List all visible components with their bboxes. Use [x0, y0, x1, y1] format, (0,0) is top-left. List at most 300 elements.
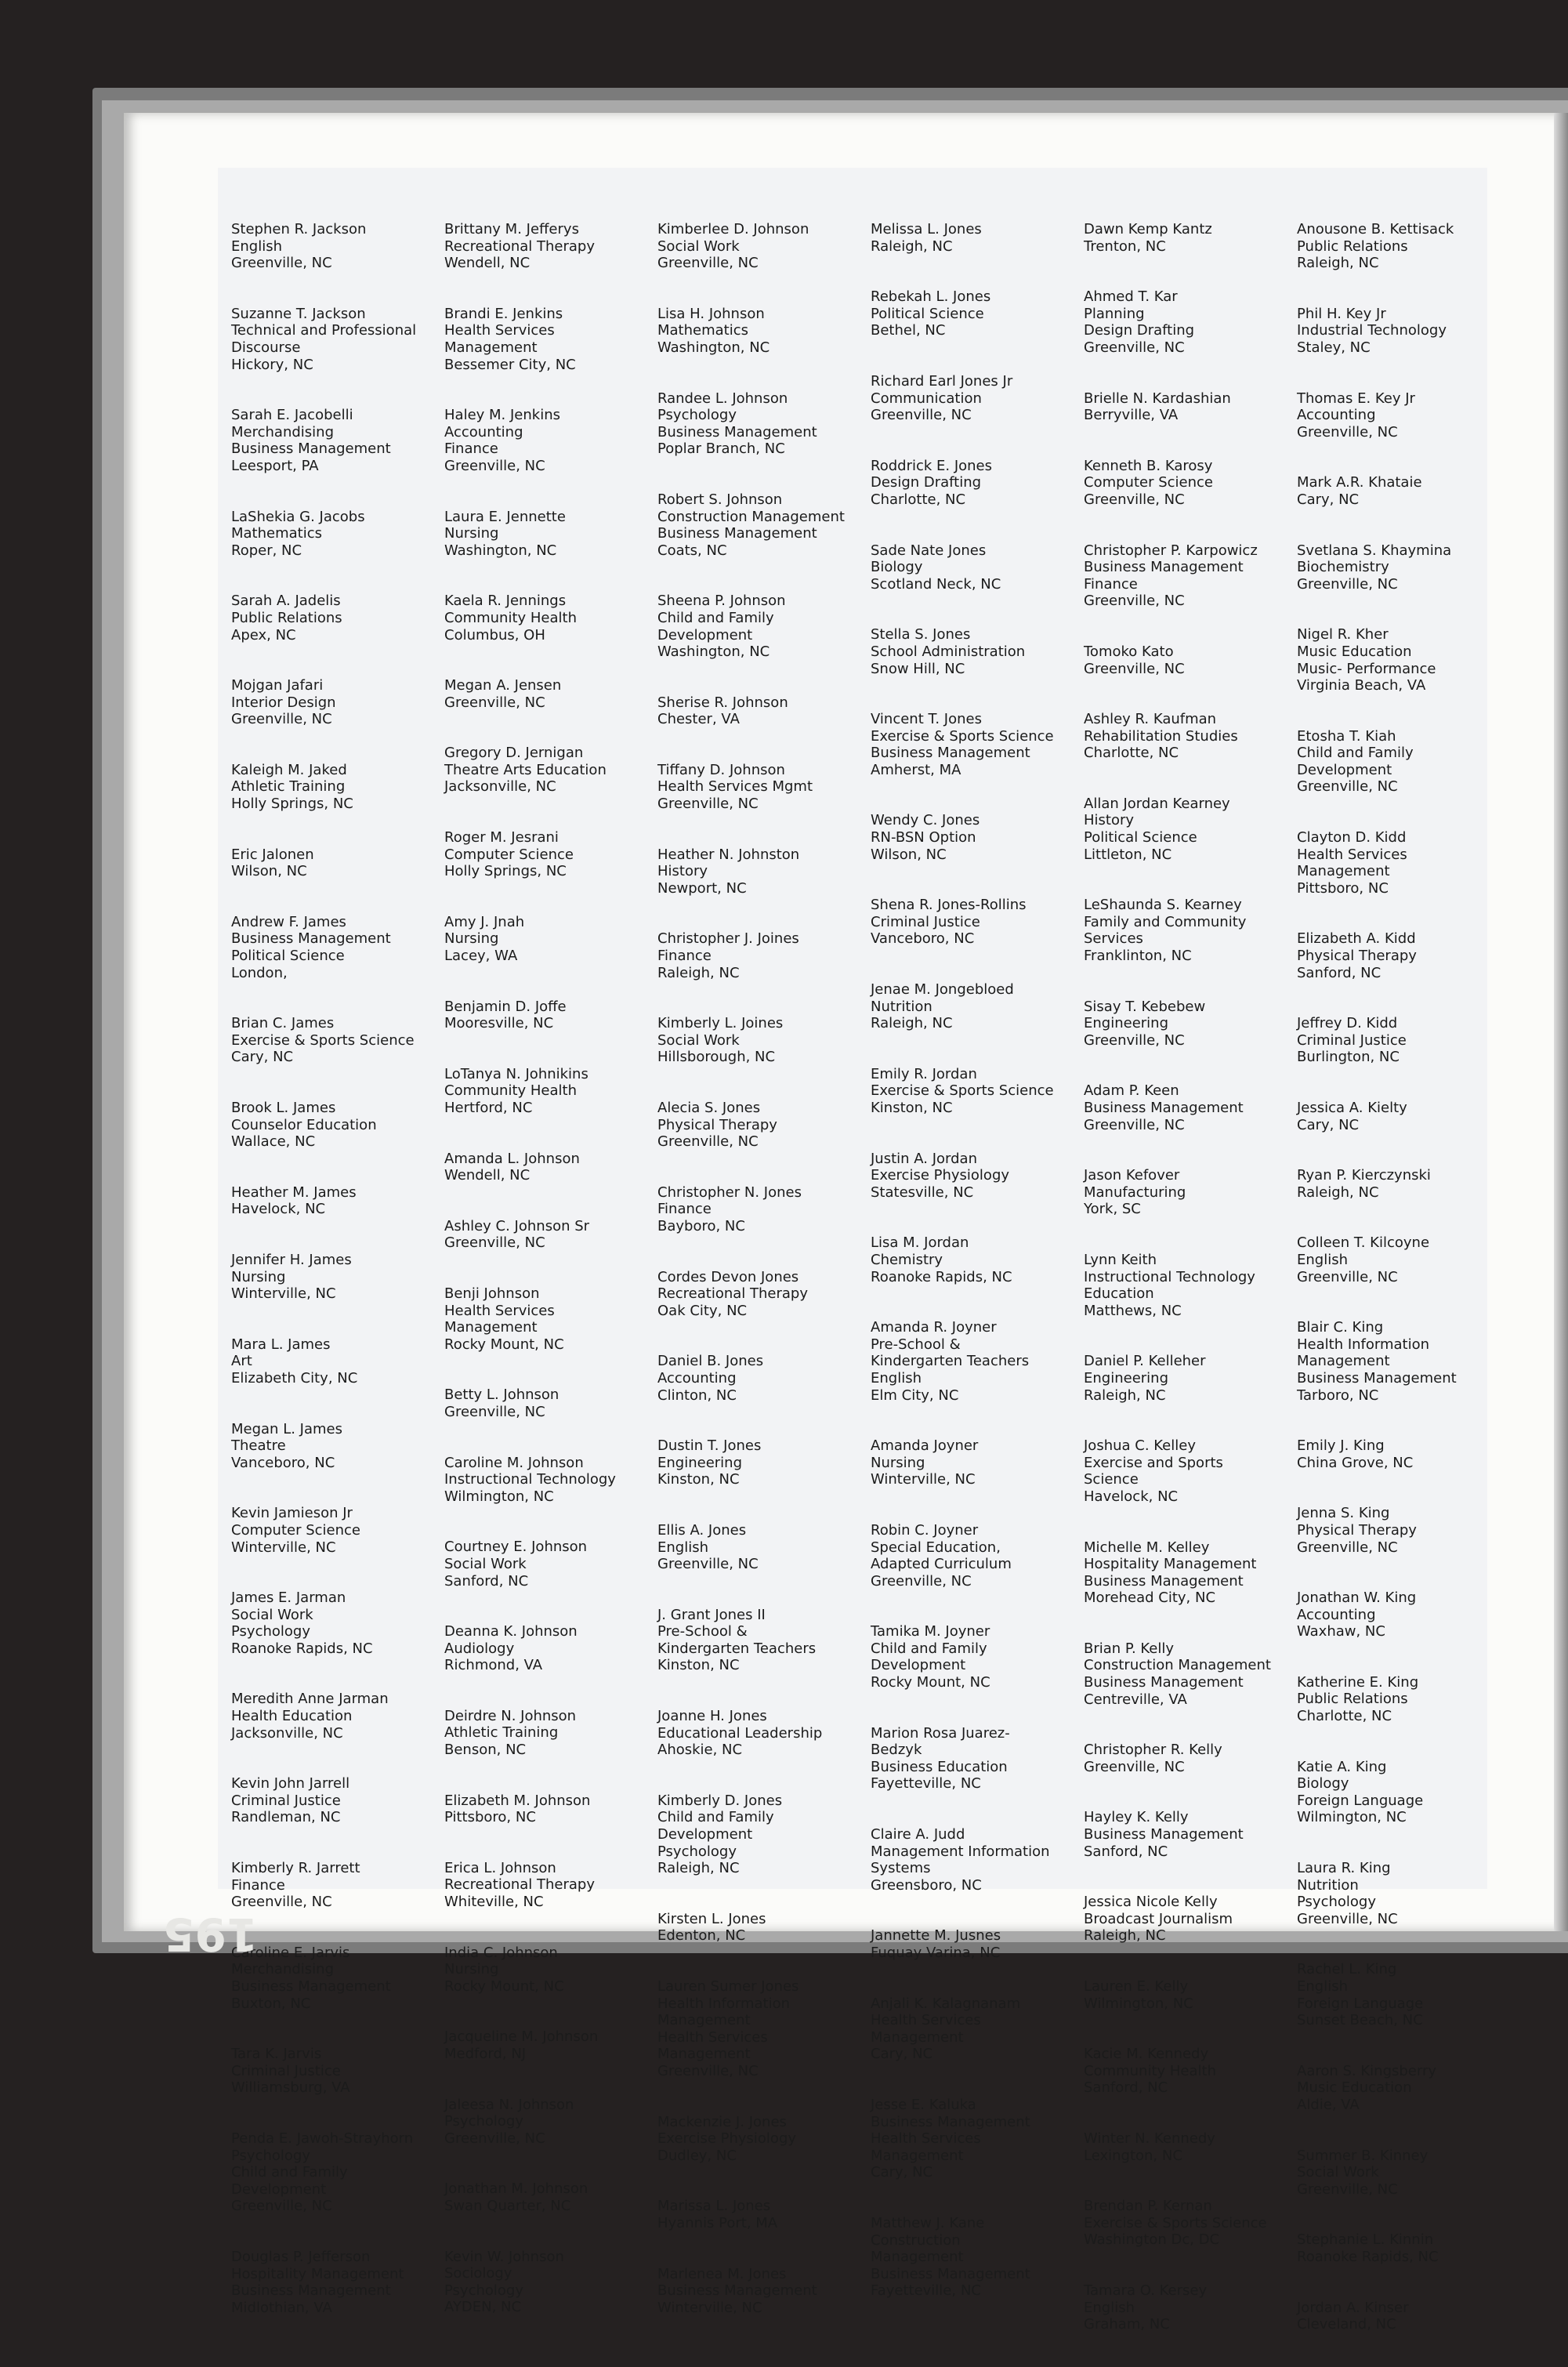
graduate-detail: Wilmington, NC — [444, 1488, 554, 1505]
graduate-detail: Management — [1297, 863, 1390, 880]
graduate-detail: Science — [1084, 1471, 1139, 1488]
graduate-detail: Health Services — [444, 322, 555, 339]
graduate-detail: History — [1084, 812, 1135, 829]
graduate-detail: AYDEN, NC — [444, 2299, 522, 2316]
graduate-name: Brandi E. Jenkins — [444, 305, 563, 322]
graduate-entry — [444, 1623, 656, 1674]
graduate-entry — [231, 221, 443, 272]
graduate-name: Jordan A. Kinser — [1297, 2299, 1409, 2316]
graduate-detail: Engineering — [1084, 1015, 1168, 1032]
graduate-name: Amanda R. Joyner — [871, 1319, 997, 1336]
graduate-name: Tamara O. Kersey — [1084, 2282, 1208, 2299]
graduate-detail: Political Science — [1084, 829, 1197, 846]
graduate-detail: Finance — [231, 1876, 285, 1894]
graduate-name: Christopher R. Kelly — [1084, 1742, 1222, 1759]
graduate-detail: Swan Quarter, NC — [444, 2197, 571, 2214]
graduate-entry — [444, 593, 656, 643]
graduate-detail: Elizabeth City, NC — [231, 1369, 358, 1386]
graduate-detail: Pre-School & — [657, 1623, 748, 1640]
graduate-detail: Greenville, NC — [444, 694, 545, 711]
graduate-detail: Sociology — [444, 2265, 512, 2282]
graduate-detail: Music Education — [1297, 643, 1412, 660]
graduate-name: Rachel L. King — [1297, 1961, 1397, 1978]
graduate-detail: Recreational Therapy — [444, 237, 595, 255]
column-4 — [871, 221, 1082, 2333]
graduate-entry — [231, 593, 443, 643]
graduate-name: Elizabeth A. Kidd — [1297, 930, 1416, 948]
graduate-detail: Public Relations — [231, 609, 342, 626]
graduate-entry — [657, 1978, 869, 2080]
graduate-entry — [231, 1421, 443, 1472]
graduate-detail: Winterville, NC — [231, 1539, 336, 1556]
graduate-detail: Cleveland, NC — [1297, 2316, 1396, 2333]
graduate-entry — [1084, 1894, 1295, 1945]
graduate-detail: Greenville, NC — [231, 1894, 332, 1911]
graduate-entry — [231, 1252, 443, 1303]
graduate-entry — [1297, 626, 1508, 694]
graduate-name: Jenna S. King — [1297, 1505, 1390, 1522]
graduate-name: Ashley C. Johnson Sr — [444, 1217, 590, 1234]
graduate-detail: Child and Family — [231, 2164, 348, 2181]
graduate-entry — [1297, 728, 1508, 796]
graduate-detail: Berryville, VA — [1084, 407, 1179, 424]
graduate-detail: Technical and Professional — [231, 322, 417, 339]
graduate-detail: Business Management — [231, 930, 391, 948]
graduate-detail: Computer Science — [231, 1521, 360, 1539]
graduate-entry — [444, 509, 656, 560]
graduate-entry — [444, 1066, 656, 1117]
graduate-detail: Matthews, NC — [1084, 1302, 1182, 1319]
graduate-name: Randee L. Johnson — [657, 390, 788, 407]
graduate-name: Douglas P. Jefferson — [231, 2248, 371, 2265]
graduate-entry — [657, 390, 869, 458]
graduate-name: Penda E. Jawoh-Strayhorn — [231, 2130, 414, 2147]
graduate-entry — [1297, 306, 1508, 357]
graduate-entry — [871, 1995, 1082, 2063]
graduate-name: Amanda L. Johnson — [444, 1150, 580, 1167]
graduate-detail: Engineering — [1084, 1369, 1168, 1386]
graduate-entry — [444, 999, 656, 1032]
graduate-entry — [231, 1691, 443, 1742]
graduate-entry — [1084, 542, 1295, 610]
graduate-detail: Sanford, NC — [1084, 2079, 1168, 2097]
graduate-name: Daniel B. Jones — [657, 1353, 764, 1370]
graduate-entry — [1297, 390, 1508, 441]
graduate-detail: Kinston, NC — [871, 1100, 953, 1116]
graduate-detail: Cary, NC — [871, 2046, 933, 2063]
graduate-name: Dustin T. Jones — [657, 1437, 762, 1455]
graduate-entry — [657, 306, 869, 357]
graduate-name: Mara L. James — [231, 1336, 331, 1353]
graduate-detail: Criminal Justice — [231, 1792, 341, 1809]
graduate-detail: English — [871, 1369, 922, 1386]
graduate-detail: Tarboro, NC — [1297, 1386, 1379, 1404]
graduate-entry — [657, 1607, 869, 1674]
graduate-detail: Community Health — [444, 1082, 578, 1100]
graduate-detail: Havelock, NC — [1084, 1488, 1179, 1505]
graduate-entry — [871, 221, 1082, 255]
graduate-name: Daniel P. Kelleher — [1084, 1353, 1206, 1370]
graduate-detail: Mathematics — [231, 525, 322, 542]
graduate-detail: Greenville, NC — [444, 1234, 545, 1252]
graduate-detail: Biochemistry — [1297, 559, 1389, 576]
graduate-detail: Public Relations — [1297, 237, 1408, 255]
graduate-name: Lauren E. Kelly — [1084, 1978, 1189, 1995]
graduate-detail: Vanceboro, NC — [871, 930, 975, 948]
graduate-detail: Social Work — [231, 1606, 313, 1623]
graduate-entry — [231, 2249, 443, 2316]
graduate-name: Jacqueline M. Johnson — [444, 2028, 599, 2046]
column-3 — [657, 221, 869, 2350]
graduate-detail: Nursing — [444, 930, 499, 948]
graduate-detail: Biology — [1297, 1775, 1349, 1792]
graduate-detail: Industrial Technology — [1297, 322, 1447, 339]
graduate-entry — [1084, 1640, 1295, 1708]
graduate-detail: Psychology — [657, 407, 737, 424]
column-6 — [1297, 221, 1508, 2367]
graduate-detail: Management — [657, 2012, 751, 2029]
graduate-detail: Business Management — [657, 525, 817, 542]
graduate-detail: Wendell, NC — [444, 255, 531, 272]
graduate-name: Brendan P. Kernan — [1084, 2198, 1212, 2215]
graduate-entry — [1297, 1860, 1508, 1927]
graduate-detail: Centreville, VA — [1084, 1691, 1187, 1708]
graduate-entry — [1297, 2300, 1508, 2333]
graduate-name: Mackenzie J. Jones — [657, 2113, 787, 2130]
graduate-detail: Pittsboro, NC — [1297, 879, 1389, 897]
graduate-name: Kimberly D. Jones — [657, 1792, 783, 1809]
graduate-detail: Rocky Mount, NC — [444, 1977, 564, 1995]
graduate-entry — [657, 846, 869, 897]
graduate-detail: Greenville, NC — [1297, 2180, 1398, 2198]
graduate-detail: Design Drafting — [871, 474, 982, 491]
graduate-detail: Greenville, NC — [1297, 778, 1398, 796]
graduate-detail: Finance — [444, 440, 498, 458]
graduate-name: Sarah A. Jadelis — [231, 593, 341, 610]
graduate-detail: Athletic Training — [444, 1724, 559, 1742]
graduate-name: Caroline M. Johnson — [444, 1454, 584, 1471]
graduate-detail: Adapted Curriculum — [871, 1556, 1012, 1573]
graduate-entry — [1084, 390, 1295, 424]
graduate-entry — [1297, 2148, 1508, 2198]
graduate-entry — [1297, 1015, 1508, 1066]
graduate-detail: Biology — [871, 559, 923, 576]
graduate-entry — [657, 1184, 869, 1235]
graduate-detail: Raleigh, NC — [1297, 255, 1379, 272]
graduate-detail: Greenville, NC — [657, 2062, 759, 2079]
graduate-name: James E. Jarman — [231, 1589, 346, 1607]
graduate-detail: Instructional Technology — [1084, 1268, 1255, 1285]
graduate-detail: Charlotte, NC — [871, 491, 966, 508]
graduate-entry — [871, 981, 1082, 1032]
graduate-detail: Health Services — [657, 2028, 768, 2046]
graduate-detail: Foreign Language — [1297, 1792, 1424, 1809]
graduate-name: India C. Johnson — [444, 1944, 558, 1961]
graduate-name: Erica L. Johnson — [444, 1859, 556, 1876]
graduate-entry — [1084, 1353, 1295, 1404]
graduate-detail: Holly Springs, NC — [444, 863, 567, 880]
graduate-detail: Health Services Mgmt — [657, 778, 813, 796]
graduate-detail: Hertford, NC — [444, 1100, 533, 1116]
graduate-entry — [1297, 1167, 1508, 1201]
graduate-detail: Development — [657, 1826, 753, 1843]
graduate-detail: Design Drafting — [1084, 322, 1195, 339]
graduate-name: Andrew F. James — [231, 913, 346, 930]
graduate-detail: Winterville, NC — [657, 2299, 762, 2316]
graduate-entry — [871, 542, 1082, 593]
graduate-detail: Development — [1297, 761, 1392, 778]
graduate-detail: Greenville, NC — [1084, 660, 1185, 677]
graduate-detail: Physical Therapy — [657, 1116, 777, 1133]
graduate-name: Caroline E. Jarvis — [231, 1944, 350, 1961]
graduate-detail: Fayetteville, NC — [871, 1775, 981, 1792]
graduate-entry — [444, 1792, 656, 1826]
graduate-detail: Statesville, NC — [871, 1184, 974, 1201]
graduate-entry — [657, 2198, 869, 2231]
graduate-entry — [444, 1945, 656, 1995]
column-2 — [444, 221, 656, 2350]
graduate-detail: Instructional Technology — [444, 1471, 616, 1488]
graduate-entry — [871, 1623, 1082, 1691]
graduate-entry — [231, 2130, 443, 2215]
graduate-detail: Pre-School & — [871, 1336, 961, 1353]
graduate-detail: Greenville, NC — [1297, 1910, 1398, 1927]
graduate-name: Marissa L. Jones — [657, 2198, 771, 2215]
graduate-name: Lauren Sumer Jones — [657, 1978, 799, 1995]
graduate-detail: Bessemer City, NC — [444, 356, 576, 373]
graduate-detail: Management — [444, 1319, 538, 1336]
graduate-entry — [1084, 288, 1295, 356]
graduate-detail: Hospitality Management — [231, 2265, 404, 2282]
graduate-detail: Rocky Mount, NC — [871, 1674, 990, 1691]
graduate-entry — [444, 2097, 656, 2148]
graduate-detail: Community Health — [1084, 2062, 1217, 2079]
graduate-name: Kaleigh M. Jaked — [231, 761, 347, 778]
graduate-entry — [871, 1234, 1082, 1285]
graduate-entry — [231, 1945, 443, 2012]
graduate-entry — [444, 1386, 656, 1420]
graduate-name: Sheena P. Johnson — [657, 593, 786, 610]
graduate-entry — [871, 1319, 1082, 1404]
graduate-detail: Buxton, NC — [231, 1995, 311, 2012]
graduate-entry — [231, 762, 443, 813]
graduate-name: Kevin Jamieson Jr — [231, 1505, 353, 1522]
graduate-entry — [871, 711, 1082, 778]
graduate-name: Katherine E. King — [1297, 1673, 1419, 1691]
graduate-detail: Greenville, NC — [1084, 593, 1185, 610]
graduate-detail: Psychology — [1297, 1894, 1376, 1911]
graduate-detail: Washington Dc, DC — [1084, 2231, 1220, 2249]
graduate-detail: Theatre — [231, 1437, 286, 1455]
graduate-detail: Health Services — [871, 2012, 981, 2029]
graduate-name: Joshua C. Kelley — [1084, 1437, 1196, 1455]
graduate-detail: Business Management — [1297, 1369, 1457, 1386]
graduate-entry — [871, 1927, 1082, 1961]
graduate-detail: Sanford, NC — [444, 1572, 529, 1589]
graduate-name: Adam P. Keen — [1084, 1082, 1179, 1100]
graduate-name: Mark A.R. Khataie — [1297, 474, 1422, 491]
graduate-entry — [871, 373, 1082, 424]
graduate-name: LeShaunda S. Kearney — [1084, 897, 1242, 914]
graduate-entry — [231, 1505, 443, 1556]
graduate-entry — [657, 593, 869, 660]
graduate-detail: Business Management — [231, 440, 391, 458]
graduate-entry — [1297, 1674, 1508, 1725]
graduate-detail: Hospitality Management — [1084, 1556, 1257, 1573]
graduate-detail: Exercise & Sports Science — [871, 1082, 1054, 1100]
graduate-detail: Construction Management — [1084, 1657, 1271, 1674]
graduate-detail: Finance — [657, 1201, 712, 1218]
graduate-name: Benji Johnson — [444, 1285, 540, 1302]
graduate-detail: Business Management — [1084, 1572, 1244, 1589]
graduate-detail: Greenville, NC — [657, 1556, 759, 1573]
graduate-detail: Littleton, NC — [1084, 846, 1172, 863]
graduate-name: Brian P. Kelly — [1084, 1640, 1175, 1657]
graduate-detail: Greenville, NC — [444, 1403, 545, 1420]
graduate-detail: Greenville, NC — [1084, 1031, 1185, 1049]
graduate-detail: RN-BSN Option — [871, 829, 976, 846]
graduate-detail: Raleigh, NC — [657, 1860, 740, 1877]
graduate-entry — [231, 846, 443, 880]
graduate-name: Clayton D. Kidd — [1297, 829, 1407, 846]
graduate-entry — [1297, 1437, 1508, 1471]
graduate-detail: Health Education — [231, 1708, 353, 1725]
graduate-name: Nigel R. Kher — [1297, 626, 1389, 643]
graduate-entry — [1297, 1589, 1508, 1640]
graduate-detail: Raleigh, NC — [871, 237, 953, 255]
graduate-name: Blair C. King — [1297, 1319, 1384, 1336]
graduate-detail: Wilson, NC — [231, 863, 307, 880]
graduate-detail: Counselor Education — [231, 1116, 377, 1133]
graduate-detail: Jacksonville, NC — [444, 778, 556, 796]
graduate-detail: Mathematics — [657, 322, 748, 339]
graduate-detail: Hickory, NC — [231, 356, 313, 373]
graduate-detail: Williamsburg, VA — [231, 2079, 350, 2097]
graduate-name: Shena R. Jones-Rollins — [871, 897, 1027, 914]
graduate-detail: English — [1297, 1978, 1348, 1995]
graduate-detail: Exercise and Sports — [1084, 1454, 1223, 1471]
graduate-name: Cordes Devon Jones — [657, 1268, 799, 1285]
graduate-detail: Ahoskie, NC — [657, 1742, 743, 1759]
graduate-detail: Kindergarten Teachers — [871, 1353, 1030, 1370]
graduate-name: Lynn Keith — [1084, 1251, 1157, 1268]
graduate-name: Christopher P. Karpowicz — [1084, 542, 1258, 559]
graduate-name: Jennifer H. James — [231, 1251, 352, 1268]
graduate-detail: Political Science — [871, 305, 984, 322]
graduate-entry — [1084, 2046, 1295, 2097]
graduate-detail: Recreational Therapy — [657, 1285, 808, 1303]
graduate-detail: Sanford, NC — [1084, 1843, 1168, 1860]
graduate-name: Phil H. Key Jr — [1297, 305, 1386, 322]
graduate-name: Dawn Kemp Kantz — [1084, 221, 1212, 237]
graduate-detail: Nursing — [231, 1268, 286, 1285]
graduate-name: Gregory D. Jernigan — [444, 745, 584, 762]
graduate-detail: Holly Springs, NC — [231, 796, 353, 813]
graduate-detail: Exercise Physiology — [657, 2130, 797, 2148]
graduate-detail: Merchandising — [231, 423, 334, 440]
graduate-detail: Rehabilitation Studies — [1084, 727, 1238, 745]
graduate-name: Benjamin D. Joffe — [444, 998, 567, 1015]
graduate-detail: Poplar Branch, NC — [657, 440, 785, 458]
graduate-detail: Management — [871, 2249, 964, 2266]
graduate-detail: Greenville, NC — [1297, 1539, 1398, 1556]
graduate-detail: Accounting — [1297, 407, 1376, 424]
graduate-detail: School Administration — [871, 643, 1026, 660]
graduate-detail: Cary, NC — [1297, 1116, 1360, 1133]
graduate-entry — [871, 897, 1082, 948]
graduate-detail: Winterville, NC — [231, 1285, 336, 1303]
graduate-detail: Criminal Justice — [231, 2062, 341, 2079]
graduate-entry — [444, 1218, 656, 1252]
graduate-detail: Management Information — [871, 1843, 1050, 1860]
graduate-detail: Wendell, NC — [444, 1167, 531, 1184]
graduate-name: Allan Jordan Kearney — [1084, 795, 1230, 812]
graduate-detail: Pittsboro, NC — [444, 1809, 536, 1826]
graduate-detail: Child and Family — [657, 1809, 774, 1826]
graduate-name: Meredith Anne Jarman — [231, 1691, 389, 1708]
graduate-entry — [1084, 999, 1295, 1049]
graduate-name: Tara K. Jarvis — [231, 2046, 322, 2063]
graduate-entry — [657, 762, 869, 813]
graduate-entry — [1084, 1082, 1295, 1133]
graduate-detail: Special Education, — [871, 1539, 1001, 1556]
graduate-detail: Greenville, NC — [1084, 491, 1185, 508]
graduate-detail: Community Health — [444, 609, 578, 626]
graduate-detail: Fayetteville, NC — [871, 2282, 981, 2300]
graduate-detail: Charlotte, NC — [1297, 1708, 1392, 1725]
graduate-name: Melissa L. Jones — [871, 221, 982, 237]
graduate-name: Heather M. James — [231, 1184, 357, 1201]
graduate-detail: Greenville, NC — [657, 796, 759, 813]
graduate-name: Kenneth B. Karosy — [1084, 457, 1213, 474]
graduate-detail: Nutrition — [1297, 1876, 1359, 1894]
column-1 — [231, 221, 443, 2350]
graduate-entry — [444, 2028, 656, 2062]
graduate-entry — [444, 1455, 656, 1506]
graduate-detail: Greenville, NC — [657, 255, 759, 272]
graduate-name: Kacie M. Kennedy — [1084, 2046, 1209, 2063]
graduate-detail: Bethel, NC — [871, 322, 946, 339]
graduate-detail: Exercise Physiology — [871, 1167, 1010, 1184]
graduate-name: Lisa M. Jordan — [871, 1234, 969, 1252]
graduate-detail: Business Education — [871, 1758, 1008, 1775]
graduate-detail: Psychology — [657, 1843, 737, 1860]
graduate-entry — [657, 1437, 869, 1488]
graduate-detail: Planning — [1084, 305, 1145, 322]
graduate-detail: Cary, NC — [871, 2164, 933, 2181]
graduate-detail: Burlington, NC — [1297, 1049, 1400, 1066]
graduate-detail: Health Services — [871, 2130, 981, 2148]
graduate-detail: Exercise & Sports Science — [871, 727, 1054, 745]
column-5 — [1084, 221, 1295, 2367]
graduate-detail: Clinton, NC — [657, 1386, 737, 1404]
graduate-detail: Apex, NC — [231, 626, 296, 643]
graduate-name: Mojgan Jafari — [231, 677, 324, 694]
graduate-detail: Business Management — [1084, 1826, 1244, 1843]
graduate-entry — [444, 1539, 656, 1589]
graduate-detail: Political Science — [231, 948, 345, 965]
graduate-detail: Chester, VA — [657, 711, 740, 728]
graduate-detail: Business Management — [231, 1978, 391, 1995]
graduate-name: Laura E. Jennette — [444, 508, 566, 525]
graduate-entry — [1084, 1252, 1295, 1319]
graduate-detail: Raleigh, NC — [871, 1015, 953, 1032]
graduate-name: Robert S. Johnson — [657, 491, 783, 508]
graduate-detail: Hillsborough, NC — [657, 1049, 776, 1066]
graduate-name: Stephen R. Jackson — [231, 221, 367, 237]
graduate-entry — [871, 2215, 1082, 2300]
graduate-detail: Theatre Arts Education — [444, 761, 607, 778]
